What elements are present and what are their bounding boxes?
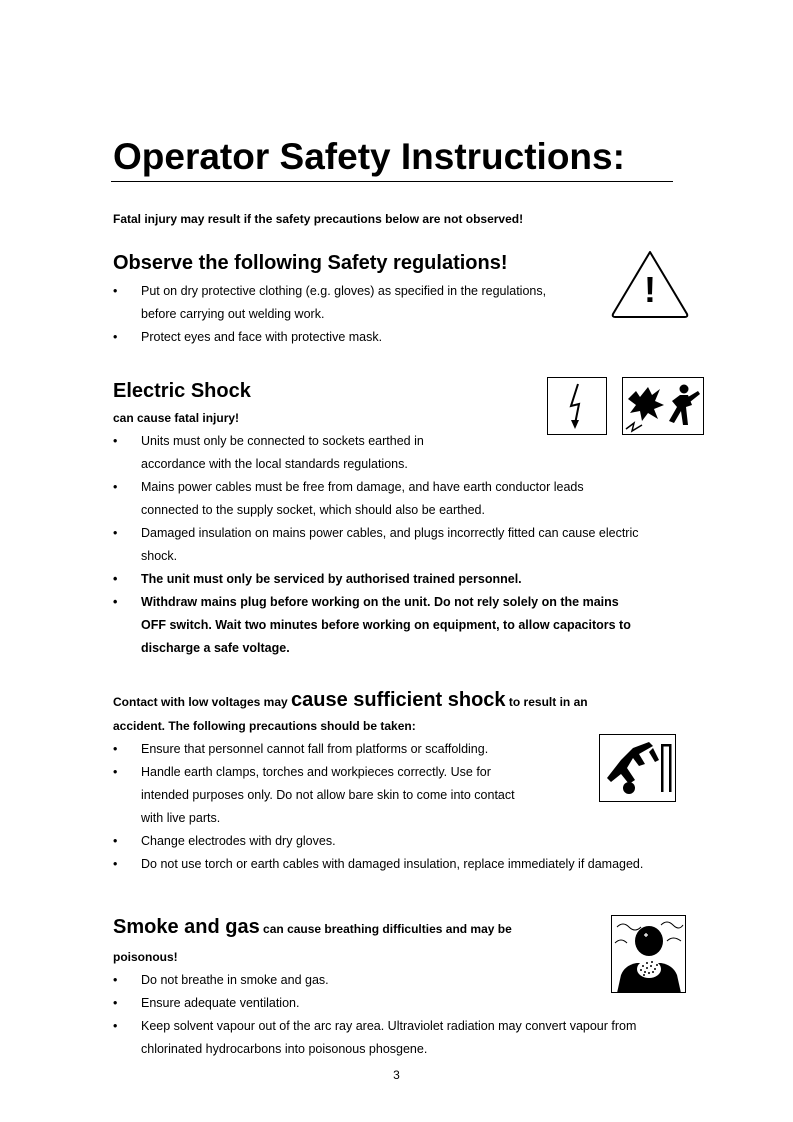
lightning-bolt-icon xyxy=(547,377,607,435)
title-underline xyxy=(111,181,673,182)
bullet: • xyxy=(113,284,118,298)
low-voltage-intro: Contact with low voltages may cause sufficient shock to result in an xyxy=(113,689,588,711)
warning-mark: ! xyxy=(644,269,656,310)
bullet: • xyxy=(113,834,118,848)
list-item: • Do not use torch or earth cables with damaged insulation, replace immediately if damaged. xyxy=(113,853,683,876)
bullet: • xyxy=(113,330,118,344)
bullet: • xyxy=(113,434,118,448)
bullet: • xyxy=(113,765,118,779)
bullet: • xyxy=(113,1019,118,1033)
bullet: • xyxy=(113,526,118,540)
smoke-list xyxy=(113,969,683,1061)
bullet: • xyxy=(113,996,118,1010)
intro-warning: Fatal injury may result if the safety precautions below are not observed! xyxy=(113,212,524,226)
emphasis-text: cause sufficient shock xyxy=(291,689,506,711)
page-number: 3 xyxy=(393,1068,400,1082)
bullet: • xyxy=(113,572,118,586)
electric-shock-list xyxy=(113,430,683,660)
regulations-list xyxy=(113,280,593,349)
electric-shock-heading: Electric Shock xyxy=(113,380,251,402)
bullet: • xyxy=(113,480,118,494)
page-title: Operator Safety Instructions: xyxy=(113,136,625,177)
list-item: • Handle earth clamps, torches and workpieces correctly. Use for intended purposes only. Do not allow bare skin to come into contact with live parts. xyxy=(113,761,683,830)
bullet: • xyxy=(113,742,118,756)
bullet: • xyxy=(113,973,118,987)
falling-person-icon xyxy=(599,734,676,802)
smoke-heading-line xyxy=(113,916,512,939)
list-item: • The unit must only be serviced by authorised trained personnel. xyxy=(113,568,683,591)
electrocution-person-icon xyxy=(622,377,704,435)
smoke-heading: Smoke and gas xyxy=(113,916,260,938)
smoke-inhalation-icon xyxy=(611,915,686,993)
smoke-heading-tail: can cause breathing difficulties and may be xyxy=(259,922,512,936)
list-item: • Protect eyes and face with protective mask. xyxy=(113,326,593,349)
regulations-heading: Observe the following Safety regulations! xyxy=(113,252,508,274)
list-item: • Keep solvent vapour out of the arc ray area. Ultraviolet radiation may convert vapour from chlorinated hydrocarbons into poisonous phosgene. xyxy=(113,1015,683,1061)
list-item: • Units must only be connected to sockets earthed in accordance with the local standards regulations. xyxy=(113,430,683,476)
list-item: • Ensure adequate ventilation. xyxy=(113,992,683,1015)
list-item: • Mains power cables must be free from damage, and have earth conductor leads connected to the supply socket, which should also be earthed. xyxy=(113,476,683,522)
list-item: • Put on dry protective clothing (e.g. gloves) as specified in the regulations, before carrying out welding work. xyxy=(113,280,593,326)
bullet: • xyxy=(113,857,118,871)
low-voltage-list xyxy=(113,738,683,876)
smoke-heading-line2: poisonous! xyxy=(113,950,178,964)
low-voltage-intro-line2: accident. The following precautions should be taken: xyxy=(113,719,416,733)
electric-shock-subheading: can cause fatal injury! xyxy=(113,411,240,425)
list-item: • Damaged insulation on mains power cables, and plugs incorrectly fitted can cause electric shock. xyxy=(113,522,683,568)
list-item: • Change electrodes with dry gloves. xyxy=(113,830,683,853)
list-item: • Withdraw mains plug before working on the unit. Do not rely solely on the mains OFF switch. Wait two minutes before working on equipment, to allow capacitors to discharge a safe voltage. xyxy=(113,591,683,660)
list-item: • Ensure that personnel cannot fall from platforms or scaffolding. xyxy=(113,738,683,761)
bullet: • xyxy=(113,595,118,609)
list-item: • Do not breathe in smoke and gas. xyxy=(113,969,683,992)
warning-triangle-icon xyxy=(610,248,690,320)
